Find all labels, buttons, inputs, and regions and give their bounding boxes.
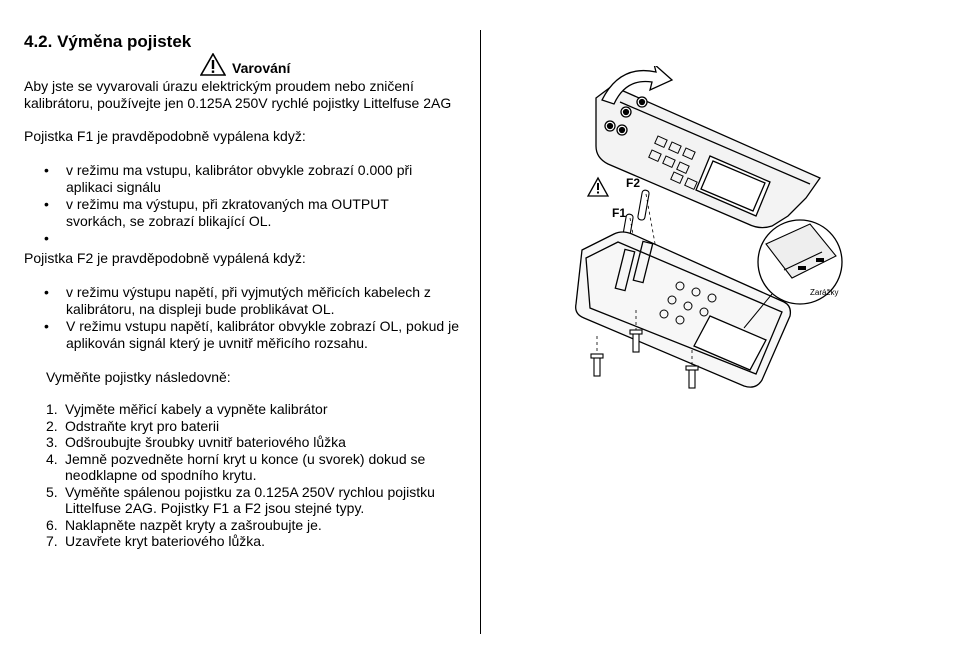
list-item: • v režimu ma vstupu, kalibrátor obvykle zobrazí 0.000 při aplikaci signálu xyxy=(44,162,424,196)
detent-label: Zarážky xyxy=(810,288,839,297)
list-item xyxy=(44,230,424,247)
section-heading: 4.2. Výměna pojistek xyxy=(24,32,192,51)
f2-intro: Pojistka F2 je pravděpodobně vypálená když: xyxy=(24,250,306,266)
list-item: • V režimu vstupu napětí, kalibrátor obvykle zobrazí OL, pokud je aplikován signál který je uvnitř měřicího rozsahu. xyxy=(44,318,464,352)
top-cover-outline xyxy=(596,86,820,228)
warning-title: Varování xyxy=(232,60,291,76)
step-item xyxy=(46,517,466,534)
step-number: 5. xyxy=(46,483,58,500)
warning-triangle-icon xyxy=(588,178,608,196)
step-text: Naklapněte nazpět kryty a zašroubujte je. xyxy=(65,516,322,533)
step-text: Uzavřete kryt bateriového lůžka. xyxy=(65,533,265,549)
step-number: 2. xyxy=(46,417,58,434)
step-text: Vyjměte měřicí kabely a vypněte kalibrátor xyxy=(65,401,328,417)
step-item xyxy=(46,484,466,517)
step-number: 3. xyxy=(46,434,58,450)
step-text: Vyměňte spálenou pojistku za 0.125A 250V rychlou pojistku Littelfuse 2AG. Pojistky F1 a F2 jsou stejné typy. xyxy=(65,483,435,516)
step-number: 7. xyxy=(46,533,58,549)
step-item xyxy=(46,451,466,484)
step-text: Jemně pozvedněte horní kryt u konce (u svorek) dokud se neodklapne od spodního krytu. xyxy=(65,450,426,483)
step-text: Odšroubujte šroubky uvnitř bateriového lůžka xyxy=(65,434,346,450)
fuse-label-f2: F2 xyxy=(626,176,641,190)
f1-intro: Pojistka F1 je pravděpodobně vypálena když: xyxy=(24,128,306,144)
step-text: Odstraňte kryt pro baterii xyxy=(65,417,220,434)
warning-triangle-icon xyxy=(200,53,226,76)
fuse-replacement-figure xyxy=(560,66,850,400)
step-number: 4. xyxy=(46,450,58,467)
warning-text: Aby jste se vyvarovali úrazu elektrickým proudem nebo zničení kalibrátoru, používejte jen 0.125A 250V rychlé pojistky Littelfuse 2AG xyxy=(24,78,452,111)
procedure-steps xyxy=(46,401,466,550)
column-divider xyxy=(480,30,481,634)
step-item xyxy=(46,434,466,451)
f1-list xyxy=(44,162,424,247)
step-number: 1. xyxy=(46,401,58,417)
step-item xyxy=(46,401,466,418)
step-number: 6. xyxy=(46,516,58,533)
list-item: • v režimu ma výstupu, při zkratovaných ma OUTPUT svorkách, se zobrazí blikající OL. xyxy=(44,196,424,230)
step-item xyxy=(46,418,466,435)
warning-header xyxy=(200,52,290,76)
f2-list xyxy=(44,284,464,352)
procedure-intro: Vyměňte pojistky následovně: xyxy=(46,369,231,385)
step-item xyxy=(46,533,466,550)
list-item: • v režimu výstupu napětí, při vyjmutých měřicích kabelech z kalibrátoru, na displeji bude problikávat OL. xyxy=(44,284,464,318)
fuse-label-f1: F1 xyxy=(612,206,627,220)
